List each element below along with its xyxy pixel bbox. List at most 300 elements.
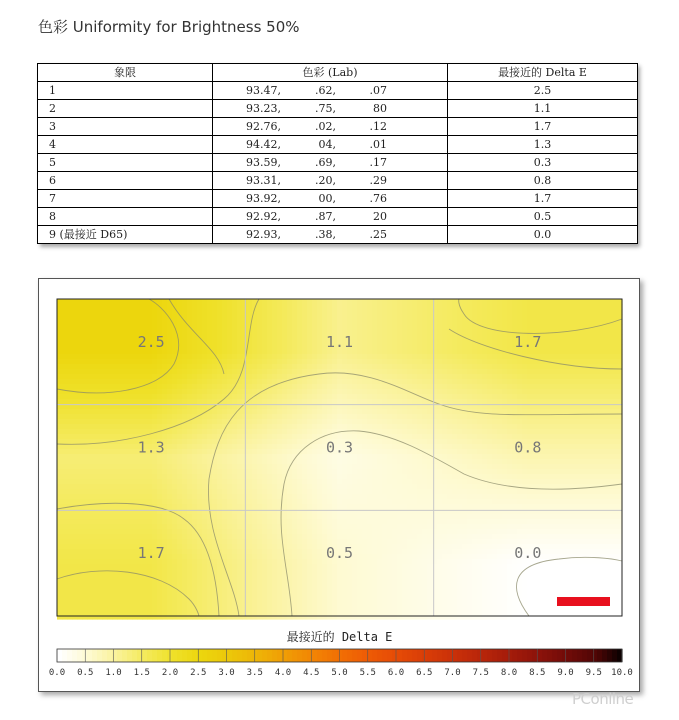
heat-pixel [97, 369, 103, 375]
heat-pixel [67, 424, 73, 430]
heat-pixel [482, 504, 488, 510]
heat-pixel [597, 424, 603, 430]
heat-pixel [302, 419, 308, 425]
heat-pixel [142, 374, 148, 380]
heat-pixel [492, 454, 498, 460]
heat-pixel [467, 439, 473, 445]
heat-pixel [217, 369, 223, 375]
heat-pixel [102, 444, 108, 450]
heat-pixel [507, 434, 513, 440]
heat-pixel [432, 309, 438, 315]
heat-pixel [587, 484, 593, 490]
heat-pixel [102, 489, 108, 495]
heat-pixel [412, 329, 418, 335]
heat-pixel [302, 349, 308, 355]
heat-pixel [87, 324, 93, 330]
heat-pixel [327, 409, 333, 415]
heat-pixel [422, 459, 428, 465]
heat-pixel [517, 499, 523, 505]
heat-pixel [112, 324, 118, 330]
heat-pixel [452, 434, 458, 440]
heat-pixel [412, 334, 418, 340]
heat-pixel [407, 484, 413, 490]
heat-pixel [392, 459, 398, 465]
heat-pixel [557, 454, 563, 460]
heat-pixel [272, 464, 278, 470]
heat-pixel [297, 514, 303, 520]
heat-pixel [587, 489, 593, 495]
heat-pixel [177, 384, 183, 390]
heat-pixel [312, 414, 318, 420]
heat-pixel [522, 499, 528, 505]
heat-pixel [522, 459, 528, 465]
heat-pixel [122, 449, 128, 455]
heat-pixel [167, 329, 173, 335]
heat-pixel [592, 314, 598, 320]
heat-pixel [567, 504, 573, 510]
heat-pixel [377, 374, 383, 380]
heat-pixel [527, 464, 533, 470]
heat-pixel [442, 439, 448, 445]
heat-pixel [232, 354, 238, 360]
heat-pixel [147, 499, 153, 505]
heat-pixel [462, 424, 468, 430]
heat-pixel [547, 489, 553, 495]
heat-pixel [257, 409, 263, 415]
heat-pixel [597, 389, 603, 395]
heat-pixel [297, 489, 303, 495]
heat-pixel [497, 464, 503, 470]
heat-pixel [462, 414, 468, 420]
heat-pixel [297, 459, 303, 465]
heat-pixel [182, 414, 188, 420]
heat-pixel [322, 484, 328, 490]
heat-pixel [412, 304, 418, 310]
heat-pixel [277, 439, 283, 445]
heat-pixel [612, 499, 618, 505]
heat-pixel [167, 324, 173, 330]
heat-pixel [57, 329, 63, 335]
heat-pixel [582, 439, 588, 445]
heat-pixel [327, 299, 333, 305]
heat-pixel [167, 304, 173, 310]
heat-pixel [267, 359, 273, 365]
heat-pixel [562, 374, 568, 380]
heat-pixel [287, 324, 293, 330]
heat-pixel [297, 504, 303, 510]
heat-pixel [382, 414, 388, 420]
heat-pixel [492, 304, 498, 310]
heat-pixel [452, 484, 458, 490]
heat-pixel [347, 479, 353, 485]
heat-pixel [72, 474, 78, 480]
heat-pixel [422, 339, 428, 345]
heat-pixel [352, 399, 358, 405]
heat-pixel [582, 379, 588, 385]
heat-pixel [57, 469, 63, 475]
heat-pixel [482, 494, 488, 500]
heat-pixel [607, 369, 613, 375]
heat-pixel [592, 334, 598, 340]
heat-pixel [597, 299, 603, 305]
heat-pixel [467, 324, 473, 330]
heat-pixel [472, 399, 478, 405]
heat-pixel [427, 474, 433, 480]
heat-pixel [202, 389, 208, 395]
heat-pixel [192, 314, 198, 320]
heat-pixel [127, 424, 133, 430]
heat-pixel [197, 399, 203, 405]
heat-pixel [587, 439, 593, 445]
heat-pixel [87, 334, 93, 340]
heat-pixel [612, 339, 618, 345]
heat-pixel [372, 434, 378, 440]
heat-pixel [597, 354, 603, 360]
heat-pixel [272, 379, 278, 385]
heat-pixel [537, 479, 543, 485]
heat-pixel [487, 319, 493, 325]
heat-pixel [177, 389, 183, 395]
heat-pixel [432, 339, 438, 345]
heat-pixel [137, 424, 143, 430]
heat-pixel [397, 429, 403, 435]
heat-pixel [272, 359, 278, 365]
heat-pixel [122, 324, 128, 330]
heat-pixel [282, 344, 288, 350]
heat-pixel [172, 364, 178, 370]
heat-pixel [437, 324, 443, 330]
heat-pixel [592, 354, 598, 360]
heat-pixel [572, 344, 578, 350]
heat-pixel [362, 439, 368, 445]
heat-pixel [302, 299, 308, 305]
heat-pixel [367, 379, 373, 385]
heat-pixel [87, 464, 93, 470]
lab-a-value: .02, [315, 120, 336, 133]
heat-pixel [447, 504, 453, 510]
heat-pixel [72, 469, 78, 475]
heat-pixel [437, 444, 443, 450]
heat-pixel [122, 504, 128, 510]
heat-pixel [542, 499, 548, 505]
heat-pixel [292, 424, 298, 430]
heat-pixel [77, 354, 83, 360]
heat-pixel [607, 479, 613, 485]
heat-pixel [202, 414, 208, 420]
heat-pixel [362, 349, 368, 355]
heat-pixel [252, 429, 258, 435]
heat-pixel [312, 514, 318, 520]
heat-pixel [82, 314, 88, 320]
heat-pixel [202, 459, 208, 465]
heat-pixel [147, 374, 153, 380]
heat-pixel [97, 399, 103, 405]
heat-pixel [472, 434, 478, 440]
heat-pixel [217, 479, 223, 485]
heat-pixel [267, 314, 273, 320]
heat-pixel [237, 319, 243, 325]
heat-pixel [207, 514, 213, 520]
heat-pixel [532, 299, 538, 305]
heat-pixel [487, 389, 493, 395]
heat-pixel [182, 454, 188, 460]
heat-pixel [127, 329, 133, 335]
heat-pixel [152, 464, 158, 470]
heat-pixel [482, 489, 488, 495]
heat-pixel [522, 494, 528, 500]
heat-pixel [277, 474, 283, 480]
heat-pixel [197, 344, 203, 350]
heat-pixel [412, 499, 418, 505]
heat-pixel [122, 429, 128, 435]
heat-pixel [597, 374, 603, 380]
heat-pixel [422, 434, 428, 440]
heat-pixel [327, 324, 333, 330]
heat-pixel [72, 459, 78, 465]
heat-pixel [322, 324, 328, 330]
heat-pixel [502, 359, 508, 365]
heat-pixel [532, 429, 538, 435]
heat-pixel [312, 429, 318, 435]
heat-pixel [322, 479, 328, 485]
heat-pixel [432, 489, 438, 495]
heat-pixel [252, 384, 258, 390]
heat-pixel [167, 344, 173, 350]
heat-pixel [407, 499, 413, 505]
heat-pixel [57, 434, 63, 440]
heat-pixel [212, 379, 218, 385]
heat-pixel [482, 389, 488, 395]
heat-pixel [222, 514, 228, 520]
heat-pixel [502, 444, 508, 450]
heat-pixel [227, 464, 233, 470]
heat-pixel [72, 329, 78, 335]
heat-pixel [112, 399, 118, 405]
heat-pixel [262, 424, 268, 430]
heat-pixel [502, 424, 508, 430]
heat-pixel [452, 409, 458, 415]
heat-pixel [597, 489, 603, 495]
heat-pixel [77, 334, 83, 340]
heat-pixel [462, 429, 468, 435]
heat-pixel [132, 469, 138, 475]
heat-pixel [492, 374, 498, 380]
heat-pixel [322, 399, 328, 405]
heat-pixel [192, 464, 198, 470]
heat-pixel [97, 309, 103, 315]
heat-pixel [437, 464, 443, 470]
heat-pixel [542, 344, 548, 350]
heat-pixel [307, 369, 313, 375]
heat-pixel [377, 339, 383, 345]
heat-pixel [407, 299, 413, 305]
heat-pixel [452, 359, 458, 365]
heat-pixel [422, 384, 428, 390]
heat-pixel [282, 319, 288, 325]
heat-pixel [462, 324, 468, 330]
heat-pixel [302, 369, 308, 375]
heat-pixel [402, 479, 408, 485]
heat-pixel [572, 339, 578, 345]
heat-pixel [307, 334, 313, 340]
heat-pixel [572, 354, 578, 360]
heat-pixel [567, 324, 573, 330]
heat-pixel [72, 324, 78, 330]
heat-pixel [402, 459, 408, 465]
heat-pixel [397, 449, 403, 455]
heat-pixel [112, 329, 118, 335]
heat-pixel [552, 434, 558, 440]
heat-pixel [282, 349, 288, 355]
heat-pixel [482, 329, 488, 335]
heat-pixel [112, 339, 118, 345]
heat-pixel [62, 359, 68, 365]
heat-pixel [432, 409, 438, 415]
heat-pixel [507, 319, 513, 325]
heat-pixel [112, 474, 118, 480]
heat-pixel [392, 429, 398, 435]
heat-pixel [337, 384, 343, 390]
heat-pixel [572, 414, 578, 420]
heat-pixel [492, 499, 498, 505]
heat-pixel [132, 389, 138, 395]
heat-pixel [322, 374, 328, 380]
heat-pixel [447, 364, 453, 370]
heat-pixel [77, 424, 83, 430]
heat-pixel [207, 454, 213, 460]
heat-pixel [562, 349, 568, 355]
heat-pixel [562, 464, 568, 470]
heat-pixel [547, 444, 553, 450]
heat-pixel [612, 429, 618, 435]
heat-pixel [257, 469, 263, 475]
heat-pixel [432, 334, 438, 340]
heat-pixel [222, 489, 228, 495]
heat-pixel [452, 369, 458, 375]
heat-pixel [107, 454, 113, 460]
heat-pixel [407, 319, 413, 325]
heat-pixel [347, 309, 353, 315]
heat-pixel [207, 499, 213, 505]
heat-pixel [282, 314, 288, 320]
heat-pixel [497, 474, 503, 480]
heat-pixel [152, 319, 158, 325]
heat-pixel [107, 514, 113, 520]
heat-pixel [77, 449, 83, 455]
heat-pixel [202, 369, 208, 375]
heat-pixel [372, 439, 378, 445]
heat-pixel [487, 429, 493, 435]
heat-pixel [182, 479, 188, 485]
heat-pixel [447, 374, 453, 380]
heat-pixel [377, 314, 383, 320]
heat-pixel [562, 449, 568, 455]
heat-pixel [102, 474, 108, 480]
heat-pixel [172, 464, 178, 470]
heat-pixel [427, 434, 433, 440]
heat-pixel [547, 459, 553, 465]
heat-pixel [67, 344, 73, 350]
heat-pixel [162, 319, 168, 325]
heat-pixel [227, 469, 233, 475]
delta-e-cell: 1.7 [448, 190, 638, 208]
heat-pixel [587, 464, 593, 470]
heat-pixel [97, 504, 103, 510]
heat-pixel [152, 304, 158, 310]
heat-pixel [327, 304, 333, 310]
heat-pixel [252, 424, 258, 430]
heat-pixel [442, 384, 448, 390]
heat-pixel [267, 474, 273, 480]
heat-pixel [107, 414, 113, 420]
heat-pixel [557, 349, 563, 355]
heat-pixel [187, 514, 193, 520]
heat-pixel [137, 499, 143, 505]
heat-pixel [227, 479, 233, 485]
heat-pixel [552, 499, 558, 505]
heat-pixel [317, 424, 323, 430]
heat-pixel [382, 484, 388, 490]
heat-pixel [377, 504, 383, 510]
heat-pixel [317, 384, 323, 390]
heat-pixel [477, 389, 483, 395]
heat-pixel [262, 399, 268, 405]
heat-pixel [217, 449, 223, 455]
heat-pixel [232, 309, 238, 315]
heat-pixel [467, 349, 473, 355]
heat-pixel [452, 344, 458, 350]
heat-pixel [502, 474, 508, 480]
heat-pixel [87, 389, 93, 395]
heat-pixel [472, 429, 478, 435]
heat-pixel [332, 469, 338, 475]
heat-pixel [147, 394, 153, 400]
heat-pixel [277, 304, 283, 310]
heat-pixel [262, 379, 268, 385]
heat-pixel [312, 489, 318, 495]
heat-pixel [517, 419, 523, 425]
heat-pixel [182, 469, 188, 475]
heat-pixel [562, 334, 568, 340]
heat-pixel [137, 394, 143, 400]
heat-pixel [507, 339, 513, 345]
heat-pixel [272, 354, 278, 360]
heat-pixel [262, 344, 268, 350]
heat-pixel [117, 504, 123, 510]
heat-pixel [452, 499, 458, 505]
heat-pixel [452, 399, 458, 405]
heat-pixel [77, 359, 83, 365]
heat-pixel [577, 349, 583, 355]
heat-pixel [412, 299, 418, 305]
heat-pixel [342, 469, 348, 475]
table-row [38, 154, 638, 172]
heat-pixel [72, 479, 78, 485]
heat-pixel [472, 309, 478, 315]
heat-pixel [217, 304, 223, 310]
heat-pixel [322, 409, 328, 415]
heat-pixel [67, 494, 73, 500]
heat-pixel [572, 449, 578, 455]
heat-pixel [442, 329, 448, 335]
heat-pixel [237, 314, 243, 320]
heat-pixel [602, 474, 608, 480]
heat-pixel [482, 434, 488, 440]
heat-pixel [432, 329, 438, 335]
heat-pixel [547, 499, 553, 505]
heat-pixel [327, 484, 333, 490]
heat-pixel [517, 384, 523, 390]
